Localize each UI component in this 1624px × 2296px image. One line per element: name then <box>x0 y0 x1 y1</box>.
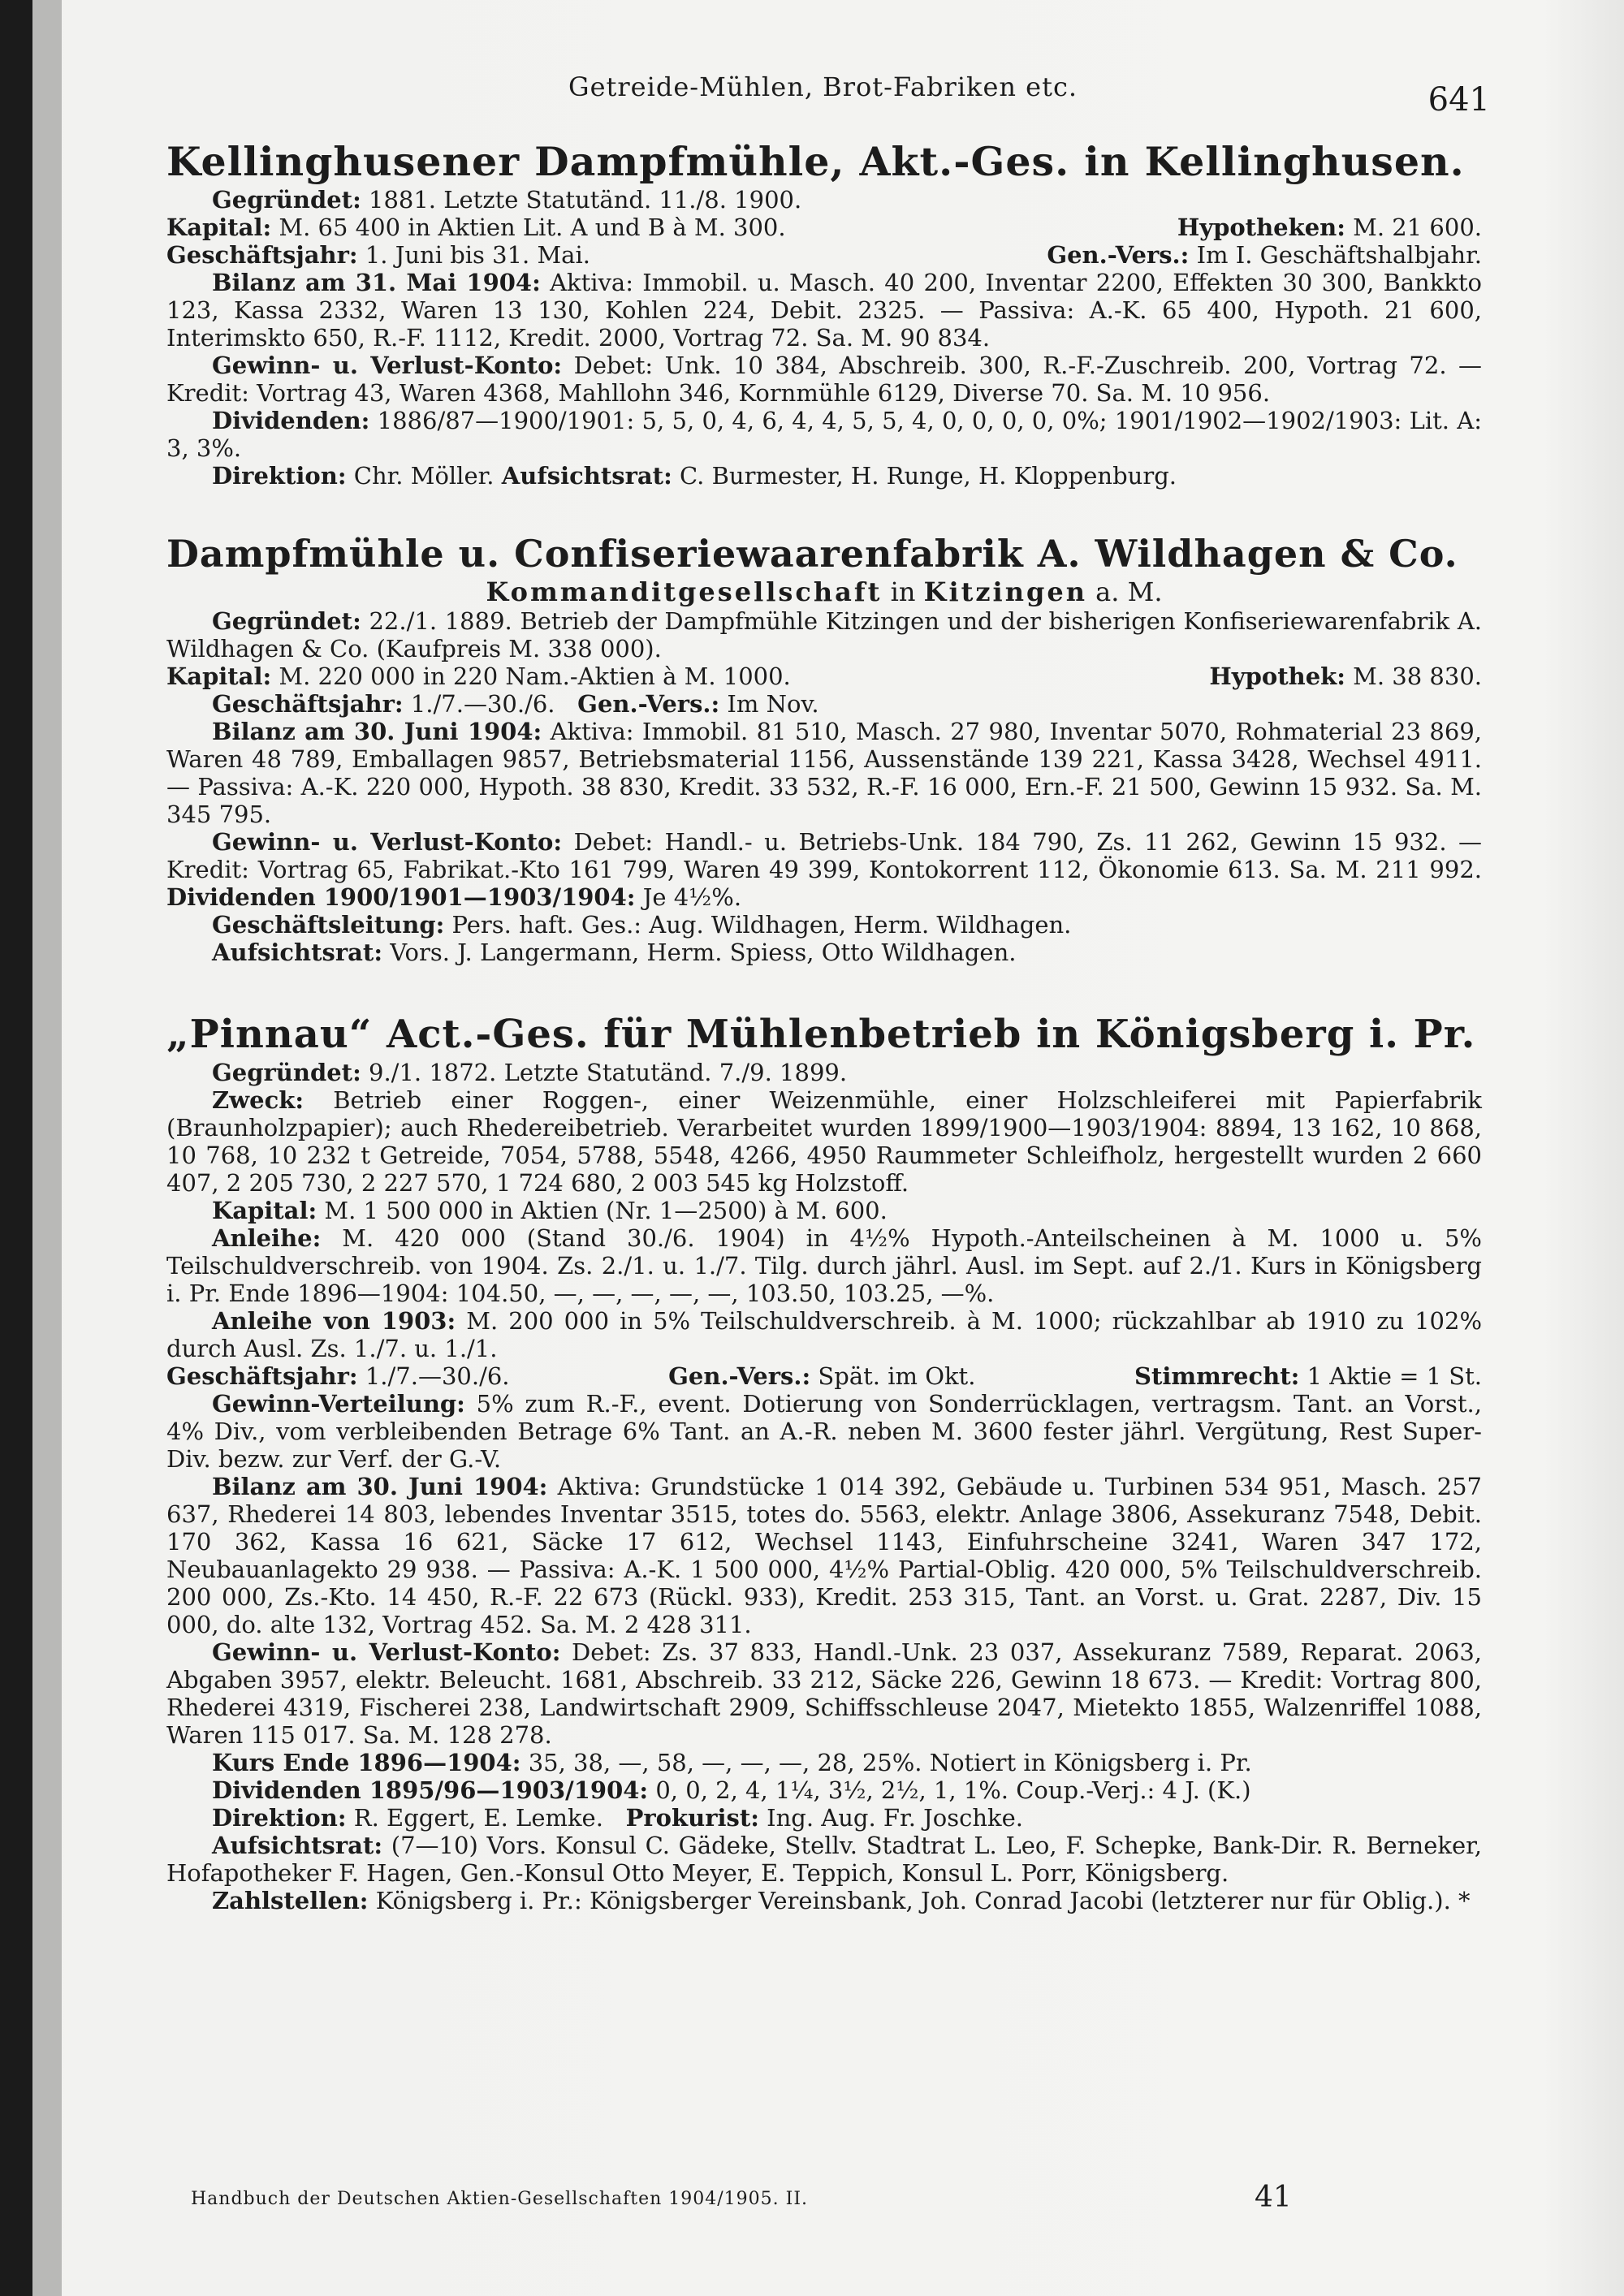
page-number: 641 <box>1427 81 1490 119</box>
capital-line: Kapital: M. 65 400 in Aktien Lit. A und B à M. 300. Hypotheken: M. 21 600. <box>166 213 1482 241</box>
purpose-paragraph: Zweck: Betrieb einer Roggen-, einer Weizenmühle, einer Holzschleiferei mit Papierfabrik (Braunholzpapier); auch Rhedereibetrieb. Verarbeitet wurden 1899/1900—1903/1904: 8894, 13 162, 10 868, 10 768, 10 232 t Getreide, 7054, 5788, 5548, 4266, 4950 Raummeter Schleifholz, hergestellt wurden 2 660 407, 2 205 730, 2 227 570, 1 724 680, 2 003 545 kg Holzstoff. <box>166 1085 1482 1197</box>
paying-agents-paragraph: Zahlstellen: Königsberg i. Pr.: Königsberger Vereinsbank, Joh. Conrad Jacobi (letzterer nur für Oblig.). * <box>212 1886 1471 1914</box>
board-paragraph: Aufsichtsrat: (7—10) Vors. Konsul C. Gädeke, Stellv. Stadtrat L. Leo, F. Schepke, Bank-Dir. R. Berneker, Hofapotheker F. Hagen, Gen.-Konsul Otto Meyer, E. Teppich, Konsul L. Porr, Königsberg. <box>166 1831 1482 1887</box>
company-title: „Pinnau“ Act.-Ges. für Mühlenbetrieb in Königsberg i. Pr. <box>166 1012 1476 1058</box>
board-line: Aufsichtsrat: Vors. J. Langermann, Herm. Spiess, Otto Wildhagen. <box>212 939 1017 967</box>
running-head: Getreide-Mühlen, Brot-Fabriken etc. <box>568 71 1078 102</box>
footer-signature: 41 <box>1255 2181 1292 2214</box>
company-title: Dampfmühle u. Confiseriewaarenfabrik A. Wildhagen & Co. <box>166 531 1458 576</box>
balance-paragraph: Bilanz am 31. Mai 1904: Aktiva: Immobil. u. Masch. 40 200, Inventar 2200, Effekten 30 300, Bankkto 123, Kassa 2332, Waren 13 130, Kohlen 224, Debit. 2325. — Passiva: A.-K. 65 400, Hypoth. 21 600, Interimskto 650, R.-F. 1112, Kredit. 2000, Vortrag 72. Sa. M. 90 834. <box>166 268 1482 352</box>
capital-line: Kapital: M. 1 500 000 in Aktien (Nr. 1—2500) à M. 600. <box>212 1196 888 1224</box>
founded-line: Gegründet: 9./1. 1872. Letzte Statutänd. 7./9. 1899. <box>212 1058 848 1086</box>
profit-loss-paragraph: Gewinn- u. Verlust-Konto: Debet: Unk. 10 384, Abschreib. 300, R.-F.-Zuschreib. 200, Vortrag 72. — Kredit: Vortrag 43, Waren 4368, Mahllohn 346, Kornmühle 6129, Diverse 70. Sa. M. 10 956. <box>166 351 1482 407</box>
balance-paragraph: Bilanz am 30. Juni 1904: Aktiva: Grundstücke 1 014 392, Gebäude u. Turbinen 534 951, Masch. 257 637, Rhederei 14 803, lebendes Inventar 3515, totes do. 5563, elektr. Anlage 3806, Assekuranz 7548, Debit. 170 362, Kassa 16 621, Säcke 17 612, Wechsel 1143, Einfuhrscheine 3241, Waren 347 172, Neubauanlagekto 29 938. — Passiva: A.-K. 1 500 000, 4½% Partial-Oblig. 420 000, 5% Teilschuldverschreib. 200 000, Zs.-Kto. 14 450, R.-F. 22 673 (Rückl. 933), Kredit. 253 315, Tant. an Vorst. u. Grat. 2287, Div. 15 000, do. alte 132, Vortrag 452. Sa. M. 2 428 311. <box>166 1472 1482 1638</box>
fiscal-year-line: Geschäftsjahr: 1./7.—30./6. Gen.-Vers.: Im Nov. <box>212 690 819 719</box>
company-title: Kellinghusener Dampfmühle, Akt.-Ges. in Kellinghusen. <box>166 138 1465 185</box>
profit-loss-paragraph: Gewinn- u. Verlust-Konto: Debet: Handl.- u. Betriebs-Unk. 184 790, Zs. 11 262, Gewinn 15 932. — Kredit: Vortrag 65, Fabrikat.-Kto 161 799, Waren 49 399, Kontokorrent 112, Ökonomie 613. Sa. M. 211 992. Dividenden 1900/1901—1903/1904: Je 4½%. <box>166 828 1482 912</box>
page-content <box>166 138 1482 1962</box>
management-line: Direktion: R. Eggert, E. Lemke. Prokurist: Ing. Aug. Fr. Joschke. <box>212 1803 1023 1832</box>
balance-paragraph: Bilanz am 30. Juni 1904: Aktiva: Immobil. 81 510, Masch. 27 980, Inventar 5070, Rohmaterial 23 869, Waren 48 789, Emballagen 9857, Betriebsmaterial 1156, Aussenstände 139 221, Kassa 3428, Wechsel 4911. — Passiva: A.-K. 220 000, Hypoth. 38 830, Kredit. 33 532, R.-F. 16 000, Ern.-F. 21 500, Gewinn 15 932. Sa. M. 345 795. <box>166 718 1482 829</box>
price-line: Kurs Ende 1896—1904: 35, 38, —, 58, —, —, —, 28, 25%. Notiert in Königsberg i. Pr. <box>212 1748 1252 1776</box>
fiscal-year-line: Geschäftsjahr: 1./7.—30./6. Gen.-Vers.: Spät. im Okt. Stimmrecht: 1 Aktie = 1 St. <box>166 1362 1482 1390</box>
founded-line: Gegründet: 22./1. 1889. Betrieb der Dampfmühle Kitzingen und der bisherigen Konfiseriewarenfabrik A. Wildhagen & Co. (Kaufpreis M. 338 000). <box>166 607 1483 663</box>
loan-paragraph: Anleihe: M. 420 000 (Stand 30./6. 1904) in 4½% Hypoth.-Anteilscheinen à M. 1000 u. 5% Teilschuldverschreib. von 1904. Zs. 2./1. u. 1./7. Tilg. durch jährl. Ausl. im Sept. auf 2./1. Kurs in Königsberg i. Pr. Ende 1896—1904: 104.50, —, —, —, —, —, 103.50, 103.25, —%. <box>166 1224 1482 1307</box>
page-shadow <box>32 0 62 2296</box>
binding-edge <box>0 0 32 2296</box>
board-line: Direktion: Chr. Möller. Aufsichtsrat: C. Burmester, H. Runge, H. Kloppenburg. <box>212 461 1177 490</box>
entry-wildhagen <box>166 532 1482 967</box>
founded-line: Gegründet: 1881. Letzte Statutänd. 11./8. 1900. <box>212 185 802 214</box>
loan-1903-paragraph: Anleihe von 1903: M. 200 000 in 5% Teilschuldverschreib. à M. 1000; rückzahlbar ab 1910 zu 102% durch Ausl. Zs. 1./7. u. 1./1. <box>166 1306 1482 1362</box>
dividends-line: Dividenden: 1886/87—1900/1901: 5, 5, 0, 4, 6, 4, 4, 5, 5, 4, 0, 0, 0, 0, 0%; 1901/1902—1902/1903: Lit. A: 3, 3%. <box>166 406 1482 462</box>
profit-distribution-paragraph: Gewinn-Verteilung: 5% zum R.-F., event. Dotierung von Sonderrücklagen, vertragsm. Tant. an Vorst., 4% Div., vom verbleibenden Betrage 6% Tant. an A.-R. neben M. 3600 fester jährl. Vergütung, Rest Super-Div. bezw. zur Verf. der G.-V. <box>166 1389 1482 1473</box>
profit-loss-paragraph: Gewinn- u. Verlust-Konto: Debet: Zs. 37 833, Handl.-Unk. 23 037, Assekuranz 7589, Reparat. 2063, Abgaben 3957, elektr. Beleucht. 1681, Abschreib. 33 212, Säcke 226, Gewinn 18 673. — Kredit: Vortrag 800, Rhederei 4319, Fischerei 238, Landwirtschaft 2909, Schiffsschleuse 2047, Mietekto 1855, Walzenriffel 1088, Waren 115 017. Sa. M. 128 278. <box>166 1638 1482 1749</box>
entry-kellinghusener <box>166 138 1482 490</box>
entry-pinnau <box>166 1012 1482 1914</box>
footer-source: Handbuch der Deutschen Aktien-Gesellschaften 1904/1905. II. <box>191 2189 809 2209</box>
management-line: Geschäftsleitung: Pers. haft. Ges.: Aug. Wildhagen, Herm. Wildhagen. <box>212 911 1072 939</box>
company-subtitle: Kommanditgesellschaft in Kitzingen a. M. <box>486 576 1163 607</box>
fiscal-year-line: Geschäftsjahr: 1. Juni bis 31. Mai. Gen.-Vers.: Im I. Geschäftshalbjahr. <box>166 240 1482 269</box>
dividends-line: Dividenden 1895/96—1903/1904: 0, 0, 2, 4, 1¼, 3½, 2½, 1, 1%. Coup.-Verj.: 4 J. (K.) <box>212 1776 1251 1804</box>
capital-line: Kapital: M. 220 000 in 220 Nam.-Aktien à M. 1000. Hypothek: M. 38 830. <box>166 662 1482 691</box>
